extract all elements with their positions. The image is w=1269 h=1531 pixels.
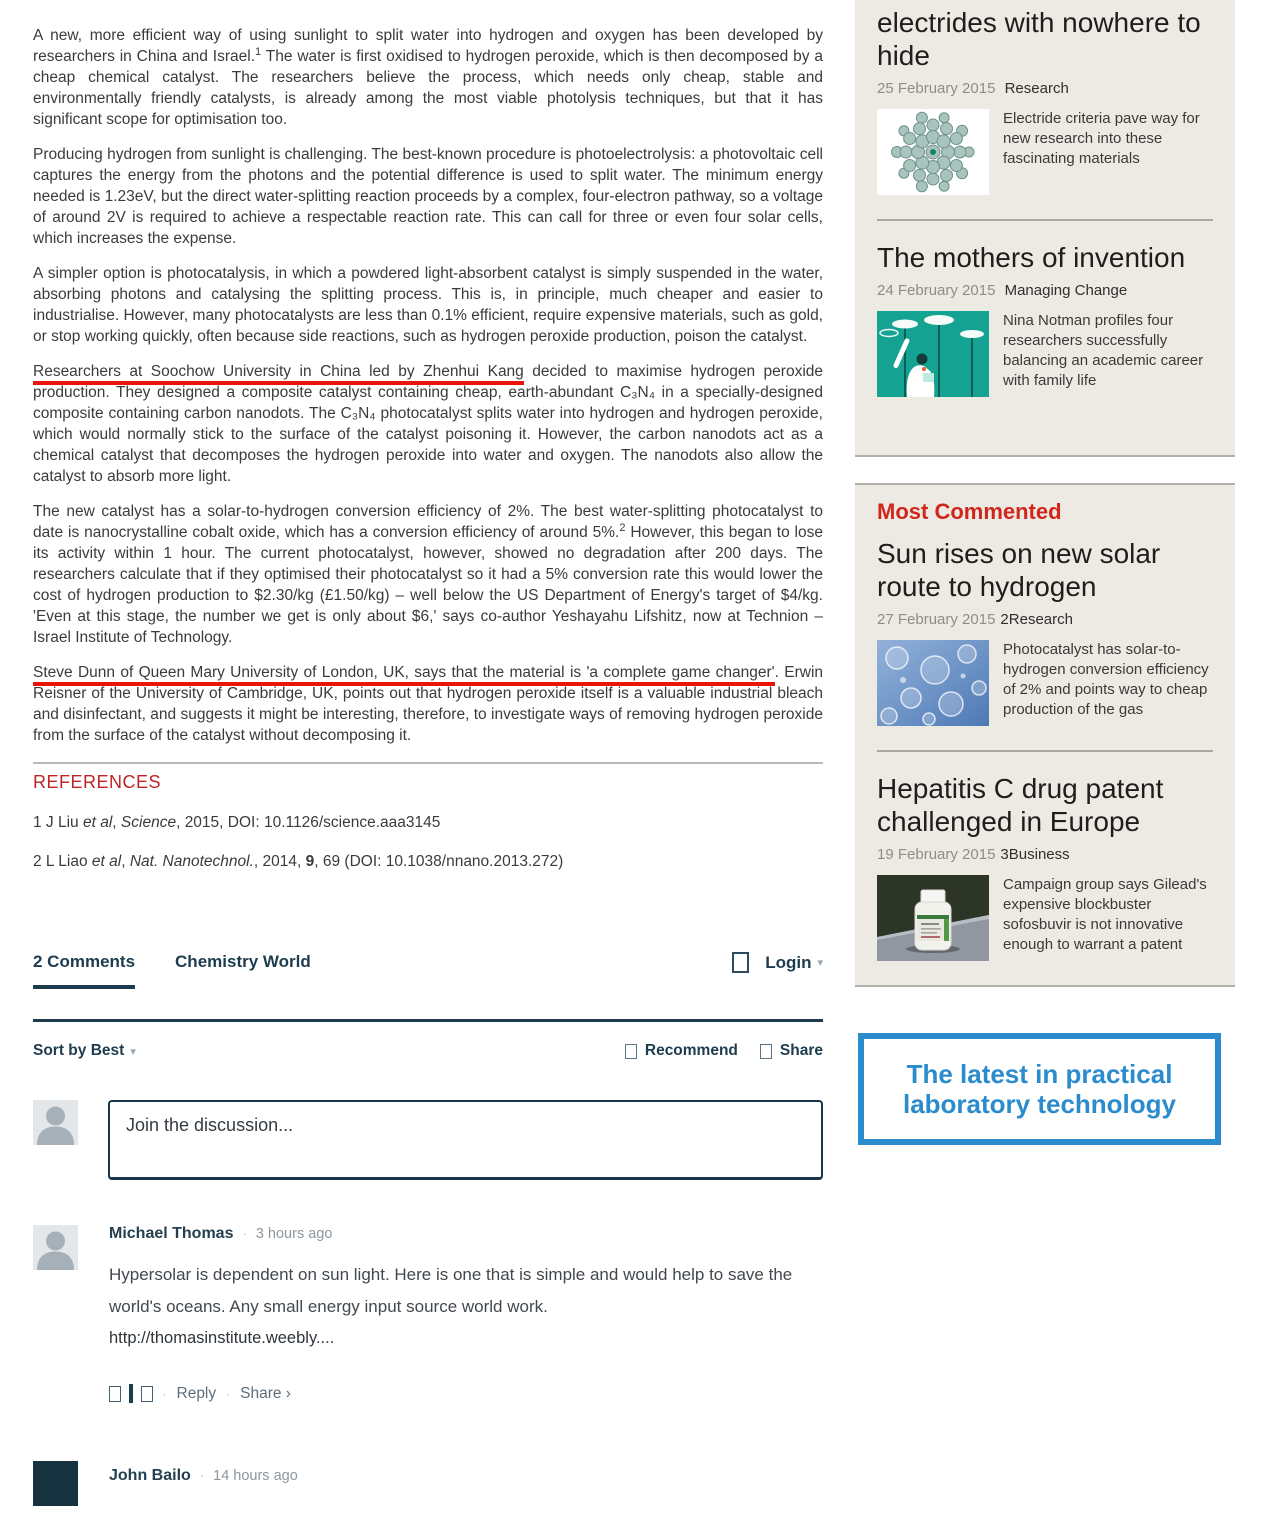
article-paragraph: [33, 361, 823, 487]
reference-item: [33, 853, 823, 871]
sidebar-article-title[interactable]: The mothers of invention: [877, 242, 1186, 273]
article-paragraph: [33, 263, 823, 347]
community-name-link[interactable]: Chemistry World: [175, 952, 311, 971]
sidebar-article-title[interactable]: Hepatitis C drug patent challenged in Europe: [877, 773, 1164, 837]
vote-divider: [129, 1384, 133, 1403]
separator-dot: ·: [226, 1386, 231, 1401]
sidebar-divider: [877, 750, 1213, 752]
separator-dot: ·: [162, 1386, 167, 1401]
chevron-down-icon: ▾: [817, 957, 823, 969]
paragraph-text: However, this began to lose its activity within 1 hour. The current photocatalyst, however, showed no degradation after 200 days. The researchers calculate that if they optimised their photocatalyst so it had a 5% conversion rate this would lower the cost of hydrogen production to $2.30/kg (£1.50/kg) – well below the US Department of Energy's target of $4/kg. 'Even at this stage, the number we get is only about $6,' says co-author Yeshayahu Lifshitz, now at Technion – Israel Institute of Technology.: [33, 524, 823, 646]
mothers-of-invention-image[interactable]: [877, 311, 989, 397]
paragraph-text: A simpler option is photocatalysis, in which a powdered light-absorbent catalyst is simply suspended in the water, absorbing photons and catalysing the splitting process. This is, in principle, much cheaper and easier to industrialise. However, many photocatalysts are less than 0.1% efficient, require expensive materials, such as gold, or stop working quickly, often because side reactions, such as hydrogen peroxide production, poison the catalyst.: [33, 265, 823, 345]
reference-text: ,: [112, 814, 121, 831]
downvote-icon[interactable]: [141, 1386, 153, 1402]
red-underlined-text: Steve Dunn of Queen Mary University of London, UK, says that the material is 'a complete game changer': [33, 664, 775, 686]
reference-text: , 2015, DOI: 10.1126/science.aaa3145: [176, 814, 441, 831]
login-button[interactable]: Login: [765, 952, 812, 972]
category-link[interactable]: Research: [1004, 80, 1069, 97]
sidebar-top-stories: [855, 0, 1235, 457]
reference-text: , 2014,: [253, 853, 306, 870]
article-paragraph: [33, 144, 823, 249]
article-paragraph: [33, 25, 823, 130]
share-label: Share: [779, 1042, 823, 1059]
sidebar-divider: [877, 219, 1213, 221]
reference-text: 9: [305, 853, 315, 870]
sidebar-article: [877, 6, 1213, 195]
comments-section: [33, 952, 823, 1506]
reference-text: et al: [91, 853, 122, 870]
paragraph-text: Producing hydrogen from sunlight is challenging. The best-known procedure is photoelectrolysis: a photovoltaic cell captures the energy from the photons and the potential difference is used to split water. The minimum energy needed is 1.23eV, but the direct water-splitting reaction proceeds by a complex, four-electron pathway, so a voltage of around 2V is required to achieve a respectable reaction rate. This can call for three or even four solar cells, which increases the expense.: [33, 146, 823, 247]
sidebar-article-teaser: Photocatalyst has solar-to-hydrogen conversion efficiency of 2% and points way to cheap production of the gas: [1003, 641, 1209, 718]
login-control[interactable]: [732, 952, 823, 973]
comments-divider: [33, 1019, 823, 1022]
red-underlined-text: Researchers at Soochow University in China led by Zhenhui Kang: [33, 363, 524, 385]
default-avatar-icon: [33, 1225, 78, 1270]
sidebar-article-title[interactable]: electrides with nowhere to hide: [877, 7, 1201, 71]
sidebar-article-media: [877, 875, 1213, 961]
comment-count-badge[interactable]: 3: [1000, 846, 1009, 863]
reference-text: ,: [121, 853, 130, 870]
references-divider: [33, 762, 823, 764]
article-date: 19 February 2015: [877, 846, 996, 863]
references-heading: REFERENCES: [33, 772, 162, 792]
comment: [33, 1461, 823, 1506]
comments-header: [33, 952, 823, 989]
sidebar: [855, 0, 1235, 1145]
most-commented-heading: Most Commented: [877, 499, 1062, 524]
sidebar-article-meta: [877, 282, 1213, 299]
reply-button[interactable]: Reply: [176, 1384, 217, 1402]
upvote-icon[interactable]: [109, 1386, 121, 1402]
hepatitis-drug-image[interactable]: [877, 875, 989, 961]
sidebar-article-title[interactable]: Sun rises on new solar route to hydrogen: [877, 538, 1161, 602]
separator-dot: ·: [242, 1226, 247, 1241]
recommend-button[interactable]: [625, 1042, 738, 1060]
sort-by-best-dropdown[interactable]: [33, 1042, 136, 1060]
reference-text: 2 L Liao: [33, 853, 92, 870]
laboratory-technology-ad[interactable]: [858, 1033, 1221, 1145]
comment-url-link[interactable]: http://thomasinstitute.weebly....: [109, 1329, 335, 1347]
reference-text: Nat. Nanotechnol.: [129, 853, 254, 870]
recommend-label: Recommend: [644, 1042, 738, 1059]
paragraph-text: The new catalyst has a solar-to-hydrogen conversion efficiency of 2%. The best water-splitting photocatalyst to date is nanocrystalline cobalt oxide, which has a conversion efficiency of around 5%.: [33, 503, 823, 541]
sidebar-article-media: [877, 311, 1213, 397]
sidebar-article: [877, 537, 1213, 726]
comment-share-button[interactable]: Share ›: [240, 1384, 291, 1402]
sidebar-article-media: [877, 640, 1213, 726]
comment-timestamp-link[interactable]: 3 hours ago: [255, 1226, 333, 1242]
comment-footer: [109, 1384, 823, 1403]
paragraph-text: . Erwin Reisner of the University of Cambridge, UK, points out that hydrogen peroxide itself is a valuable industrial bleach and disinfectant, and suggests it might be interesting, therefore, to investigate ways of removing hydrogen peroxide from the surface of the catalyst without decomposing it.: [33, 664, 824, 744]
solar-hydrogen-image[interactable]: [877, 640, 989, 726]
default-avatar-icon: [33, 1100, 78, 1145]
comment-editor-row: [33, 1100, 823, 1180]
comment-header: [109, 1225, 823, 1243]
comment-count-badge[interactable]: 2: [1000, 611, 1009, 628]
comment-input[interactable]: Join the discussion...: [108, 1100, 823, 1180]
article-body: [33, 25, 823, 746]
comments-toolbar: [33, 1042, 823, 1060]
paragraph-text: The water is first oxidised to hydrogen peroxide, which is then decomposed by a cheap chemical catalyst. The researchers believe the process, which needs only cheap, stable and environmentally friendly catalysts, is already among the most viable photolysis techniques, but that it has significant scope for optimisation too.: [33, 48, 823, 128]
sidebar-most-commented: [855, 483, 1235, 987]
category-link[interactable]: Managing Change: [1004, 282, 1128, 299]
recommend-icon: [625, 1044, 637, 1059]
toolbar-actions: [603, 1042, 823, 1060]
reference-item: [33, 814, 823, 832]
category-link[interactable]: Business: [1008, 846, 1070, 863]
paragraph-text: A new, more efficient way of using sunlight to split water into hydrogen and oxygen has been developed by researchers in China and Israel.: [33, 27, 823, 65]
article-date: 25 February 2015: [877, 80, 996, 97]
category-link[interactable]: Research: [1008, 611, 1073, 628]
avatar[interactable]: [33, 1461, 78, 1506]
comment-body: Hypersolar is dependent on sun light. Here is one that is simple and would help to save the world's oceans. Any small energy input source world work.: [109, 1265, 793, 1316]
sidebar-article-meta: [877, 846, 1213, 863]
sidebar-article-teaser: Electride criteria pave way for new research into these fascinating materials: [1003, 110, 1200, 167]
main-column: [33, 25, 823, 1506]
reference-text: , 69 (DOI: 10.1038/nnano.2013.272): [314, 853, 564, 870]
comment-author-link[interactable]: Michael Thomas: [109, 1225, 234, 1242]
reference-text: et al: [82, 814, 113, 831]
sidebar-article-teaser: Campaign group says Gilead's expensive blockbuster sofosbuvir is not innovative enough to warrant a patent: [1003, 876, 1207, 953]
separator-dot: ·: [199, 1468, 205, 1483]
sidebar-article-meta: [877, 80, 1213, 97]
sidebar-article-media: [877, 109, 1213, 195]
reference-text: 1 J Liu: [33, 814, 83, 831]
comment-author-link[interactable]: John Bailo: [109, 1467, 191, 1484]
chevron-down-icon: ▾: [130, 1045, 136, 1058]
avatar: [33, 1100, 78, 1145]
comment: [33, 1225, 823, 1403]
comments-count-tab[interactable]: 2 Comments: [33, 952, 135, 989]
share-button[interactable]: [760, 1042, 823, 1060]
person-icon: [732, 952, 749, 973]
share-icon: [760, 1044, 772, 1059]
comment-content: [109, 1461, 823, 1506]
comment-timestamp-link[interactable]: 14 hours ago: [213, 1468, 298, 1484]
reference-marker-2: 2: [619, 521, 626, 534]
comment-content: [109, 1225, 823, 1403]
article-date: 27 February 2015: [877, 611, 996, 628]
avatar[interactable]: [33, 1225, 78, 1270]
article-date: 24 February 2015: [877, 282, 996, 299]
article-paragraph: [33, 501, 823, 648]
comment-header: [109, 1467, 823, 1485]
reference-text: Science: [120, 814, 177, 831]
sidebar-article-teaser: Nina Notman profiles four researchers successfully balancing an academic career with family life: [1003, 312, 1204, 389]
article-paragraph: [33, 662, 823, 746]
reference-marker-1: 1: [255, 45, 262, 58]
ad-text-line: The latest in practical: [906, 1059, 1173, 1089]
ad-text-line: laboratory technology: [902, 1089, 1177, 1119]
paragraph-text: decided to maximise hydrogen peroxide production. They designed a composite catalyst containing cheap, earth-abundant C₃N₄ in a specially-designed composite containing carbon nanodots. The C₃N₄ photocatalyst splits water into hydrogen and hydrogen peroxide, which would normally stick to the surface of the catalyst poisoning it. However, the carbon nanodots act as a chemical catalyst that decomposes the hydrogen peroxide into water and oxygen. The nanodots also allow the catalyst to absorb more light.: [33, 363, 824, 485]
sidebar-article-meta: [877, 611, 1213, 628]
sidebar-article: [877, 772, 1213, 961]
electride-image[interactable]: [877, 109, 989, 195]
sort-label: Sort by Best: [33, 1042, 125, 1059]
sidebar-article: [877, 241, 1213, 397]
